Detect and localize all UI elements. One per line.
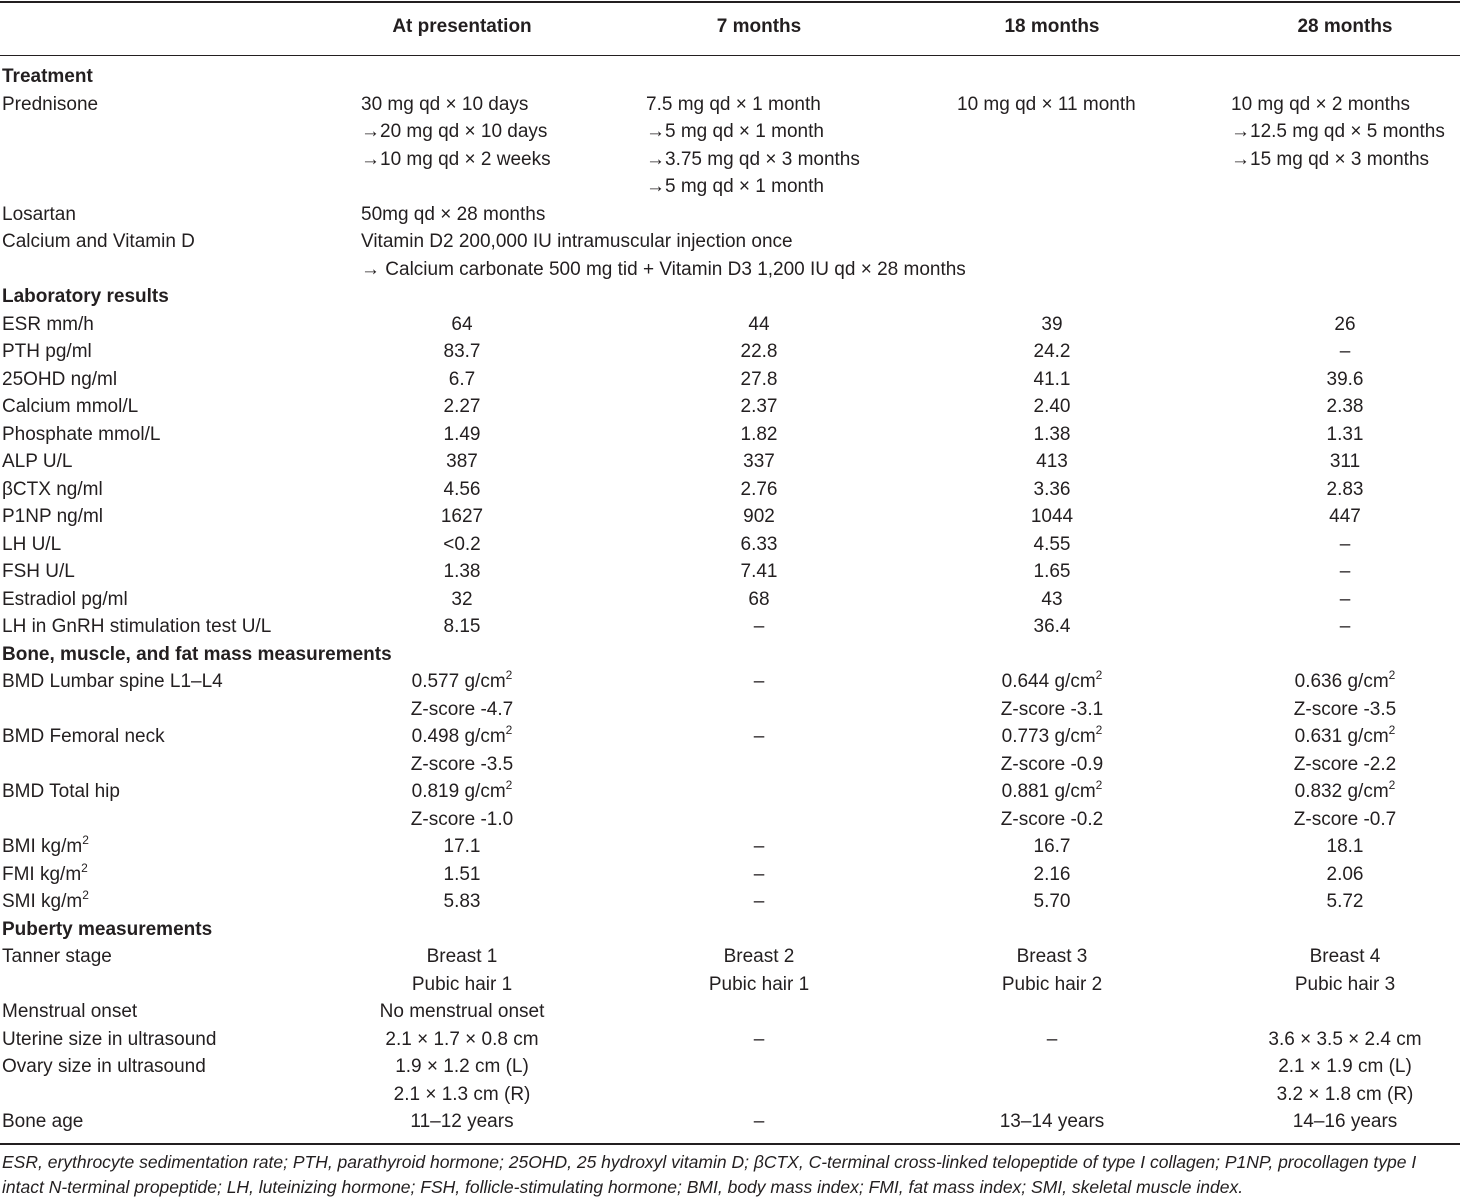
bmd-value [312, 778, 612, 806]
lab-value: 2.38 [1326, 396, 1364, 417]
lab-value: 1.49 [443, 423, 481, 445]
unit: g/cm [1347, 726, 1389, 747]
ovary-right: 2.1 × 1.3 cm (R) [393, 1083, 531, 1105]
bmd-value: – [753, 726, 765, 747]
row-label: BMD Femoral neck [2, 726, 165, 747]
index-value: – [753, 836, 765, 857]
row-label: 25OHD ng/ml [2, 368, 118, 390]
bmd-value [1195, 723, 1460, 751]
row-label [2, 888, 89, 916]
dose-line: 30 mg qd × 10 days [361, 93, 529, 115]
unit: g/cm [1347, 671, 1389, 692]
lab-value: 4.55 [1033, 533, 1071, 555]
lab-value: 387 [446, 451, 478, 472]
index-value: 5.72 [1326, 891, 1364, 912]
row-label: Phosphate mmol/L [2, 423, 161, 445]
dose-line: →10 mg qd × 2 weeks [361, 148, 551, 170]
lab-value: 8.15 [443, 616, 481, 637]
table-footnote [2, 1150, 1458, 1200]
index-value: – [753, 863, 765, 885]
superscript: 2 [1388, 778, 1396, 792]
lab-value: 43 [1041, 588, 1063, 610]
dose-line: →20 mg qd × 10 days [361, 121, 548, 142]
row-label: BMD Lumbar spine L1–L4 [2, 671, 223, 692]
bmd-value [902, 668, 1202, 696]
lab-value: 6.7 [448, 368, 476, 390]
bmd-value: – [753, 671, 765, 692]
index-value: 16.7 [1033, 836, 1071, 857]
bmd-value [312, 668, 612, 696]
dose-line: →15 mg qd × 3 months [1231, 148, 1430, 170]
row-label: PTH pg/ml [2, 341, 92, 362]
bone-age-value: 11–12 years [410, 1111, 514, 1132]
uterine-value: 3.6 × 3.5 × 2.4 cm [1268, 1028, 1422, 1050]
tanner-pubic-hair: Pubic hair 3 [1294, 973, 1396, 995]
dose-line: → Calcium carbonate 500 mg tid + Vitamin D3 1,200 IU qd × 28 months [361, 258, 966, 280]
z-score: Z-score -0.2 [1000, 808, 1104, 830]
z-score: Z-score -3.5 [410, 753, 514, 775]
uterine-value: – [1046, 1028, 1058, 1050]
cell-text: 0.881 [1001, 781, 1050, 802]
column-header: 28 months [1297, 16, 1393, 37]
lab-value: 6.33 [740, 533, 778, 555]
lab-value: 7.41 [740, 561, 778, 582]
unit: g/cm [464, 781, 506, 802]
lab-value: – [1339, 561, 1351, 582]
cell-text: 0.577 [411, 671, 460, 692]
tanner-pubic-hair: Pubic hair 2 [1001, 973, 1103, 995]
table-header-rule [0, 55, 1460, 56]
dose-line: →3.75 mg qd × 3 months [646, 148, 860, 170]
lab-value: <0.2 [443, 533, 481, 555]
row-label: Bone age [2, 1111, 84, 1132]
dose-line: →5 mg qd × 1 month [646, 176, 824, 197]
section-title: Puberty measurements [2, 918, 213, 940]
lab-value: 4.56 [443, 478, 481, 500]
dose-line: 50mg qd × 28 months [361, 203, 546, 225]
superscript: 2 [81, 860, 88, 875]
superscript: 2 [505, 723, 513, 737]
lab-value: 39.6 [1326, 368, 1364, 390]
index-value: 2.06 [1326, 863, 1364, 885]
lab-value: – [1339, 341, 1351, 362]
row-label: LH U/L [2, 533, 62, 555]
bmd-value [902, 778, 1202, 806]
cell-text: SMI kg/m [2, 891, 83, 912]
lab-value: 1627 [440, 506, 484, 527]
superscript: 2 [1388, 723, 1396, 737]
cell-text: FMI kg/m [2, 863, 82, 885]
cell-text: 0.636 [1294, 671, 1343, 692]
row-label: ESR mm/h [2, 313, 94, 335]
superscript: 2 [1095, 723, 1103, 737]
dose-line: Vitamin D2 200,000 IU intramuscular injection once [361, 231, 793, 252]
column-header: 7 months [716, 16, 802, 37]
lab-value: – [753, 616, 765, 637]
unit: g/cm [1054, 726, 1096, 747]
cell-text: 0.832 [1294, 781, 1343, 802]
index-value: 2.16 [1033, 863, 1071, 885]
tanner-breast: Breast 2 [723, 946, 795, 967]
lab-value: 447 [1329, 506, 1361, 527]
bmd-value [1195, 778, 1460, 806]
row-label: LH in GnRH stimulation test U/L [2, 616, 272, 637]
lab-value: 311 [1329, 451, 1361, 472]
lab-value: 902 [743, 506, 775, 527]
lab-value: 44 [748, 313, 770, 335]
lab-value: 32 [451, 588, 473, 610]
bone-age-value: 13–14 years [999, 1111, 1105, 1132]
superscript: 2 [82, 888, 89, 902]
z-score: Z-score -3.1 [1000, 698, 1104, 720]
lab-value: 2.83 [1326, 478, 1364, 500]
lab-value: 36.4 [1033, 616, 1071, 637]
lab-value: 26 [1334, 313, 1356, 335]
bmd-value [312, 723, 612, 751]
bmd-value [902, 723, 1202, 751]
superscript: 2 [505, 778, 513, 792]
lab-value: – [1339, 616, 1351, 637]
tanner-breast: Breast 1 [426, 946, 498, 967]
z-score: Z-score -1.0 [410, 808, 514, 830]
z-score: Z-score -2.2 [1293, 753, 1397, 775]
lab-value: 1044 [1030, 506, 1074, 527]
bone-age-value: – [753, 1111, 765, 1132]
table-bottom-rule [0, 1143, 1460, 1145]
z-score: Z-score -0.9 [1000, 753, 1104, 775]
lab-value: 2.37 [740, 396, 778, 417]
ovary-right: 3.2 × 1.8 cm (R) [1276, 1083, 1414, 1105]
z-score: Z-score -0.7 [1293, 808, 1397, 830]
lab-value: 1.65 [1033, 561, 1071, 582]
bmd-value [1195, 668, 1460, 696]
row-label: Estradiol pg/ml [2, 588, 128, 610]
row-label: ALP U/L [2, 451, 73, 472]
dose-line: →5 mg qd × 1 month [646, 121, 824, 142]
row-label: Ovary size in ultrasound [2, 1056, 206, 1077]
lab-value: 413 [1036, 451, 1068, 472]
row-label [2, 833, 89, 861]
superscript: 2 [1388, 668, 1396, 682]
lab-value: 68 [748, 588, 770, 610]
cell-text: 0.644 [1001, 671, 1050, 692]
row-label: BMD Total hip [2, 781, 120, 802]
lab-value: 1.82 [740, 423, 778, 445]
index-value: 5.70 [1033, 891, 1071, 912]
uterine-value: 2.1 × 1.7 × 0.8 cm [385, 1028, 539, 1050]
z-score: Z-score -4.7 [410, 698, 514, 720]
index-value: – [753, 891, 765, 912]
footnote-line-2: intact N-terminal propeptide; LH, luteinizing hormone; FSH, follicle-stimulating hormone; BMI, body mass index; FMI, fat mass index; SMI, skeletal muscle index. [2, 1177, 1244, 1197]
lab-value: 2.27 [443, 396, 481, 417]
column-header: 18 months [1004, 16, 1100, 37]
row-label: Losartan [2, 203, 76, 225]
superscript: 2 [505, 668, 513, 682]
cell-text: BMI kg/m [2, 836, 83, 857]
dose-line: 10 mg qd × 11 month [957, 93, 1136, 115]
superscript: 2 [1095, 668, 1103, 682]
lab-value: 1.38 [443, 561, 481, 582]
lab-value: 1.31 [1326, 423, 1364, 445]
tanner-pubic-hair: Pubic hair 1 [411, 973, 513, 995]
lab-value: 1.38 [1033, 423, 1071, 445]
lab-value: 27.8 [740, 368, 778, 390]
lab-value: 337 [743, 451, 775, 472]
row-label [2, 861, 88, 889]
lab-value: 3.36 [1033, 478, 1071, 500]
row-label: Calcium mmol/L [2, 396, 139, 417]
tanner-pubic-hair: Pubic hair 1 [708, 973, 810, 995]
row-label: Tanner stage [2, 946, 112, 967]
table-top-rule [0, 1, 1460, 3]
menstrual-value: No menstrual onset [379, 1001, 545, 1022]
index-value: 18.1 [1326, 836, 1364, 857]
row-label: Menstrual onset [2, 1001, 138, 1022]
unit: g/cm [464, 726, 506, 747]
z-score: Z-score -3.5 [1293, 698, 1397, 720]
cell-text: 0.819 [411, 781, 460, 802]
row-label: Prednisone [2, 93, 99, 115]
tanner-breast: Breast 4 [1309, 946, 1381, 967]
uterine-value: – [753, 1028, 765, 1050]
dose-line: 7.5 mg qd × 1 month [646, 93, 821, 115]
index-value: 5.83 [443, 891, 481, 912]
lab-value: 64 [451, 313, 473, 335]
cell-text: 0.773 [1001, 726, 1050, 747]
lab-value: 2.76 [740, 478, 778, 500]
lab-value: 22.8 [740, 341, 778, 362]
superscript: 2 [82, 833, 89, 847]
dose-line: →12.5 mg qd × 5 months [1231, 121, 1445, 142]
cell-text: 0.631 [1294, 726, 1343, 747]
unit: g/cm [464, 671, 506, 692]
unit: g/cm [1054, 671, 1096, 692]
lab-value: 24.2 [1033, 341, 1071, 362]
section-title: Treatment [2, 66, 93, 87]
column-header: At presentation [392, 16, 532, 37]
section-title: Bone, muscle, and fat mass measurements [2, 643, 392, 665]
index-value: 1.51 [443, 863, 481, 885]
index-value: 17.1 [443, 836, 481, 857]
footnote-line-1: ESR, erythrocyte sedimentation rate; PTH, parathyroid hormone; 25OHD, 25 hydroxyl vitamin D; βCTX, C-terminal cross-linked telopeptide of type I collagen; P1NP, procollagen type I [2, 1152, 1417, 1172]
tanner-breast: Breast 3 [1016, 946, 1088, 967]
cell-text: 0.498 [411, 726, 460, 747]
row-label: Calcium and Vitamin D [2, 231, 195, 252]
lab-value: 39 [1041, 313, 1063, 335]
unit: g/cm [1347, 781, 1389, 802]
lab-value: 41.1 [1033, 368, 1071, 390]
row-label: P1NP ng/ml [2, 506, 104, 527]
row-label: Uterine size in ultrasound [2, 1028, 217, 1050]
dose-line: 10 mg qd × 2 months [1231, 93, 1411, 115]
row-label: FSH U/L [2, 561, 75, 582]
ovary-left: 2.1 × 1.9 cm (L) [1278, 1056, 1412, 1077]
lab-value: 2.40 [1033, 396, 1071, 417]
ovary-left: 1.9 × 1.2 cm (L) [395, 1056, 529, 1077]
section-title: Laboratory results [2, 286, 169, 307]
unit: g/cm [1054, 781, 1096, 802]
superscript: 2 [1095, 778, 1103, 792]
lab-value: – [1339, 533, 1351, 555]
bone-age-value: 14–16 years [1292, 1111, 1398, 1132]
row-label: βCTX ng/ml [2, 478, 103, 500]
lab-value: 83.7 [443, 341, 481, 362]
lab-value: – [1339, 588, 1351, 610]
